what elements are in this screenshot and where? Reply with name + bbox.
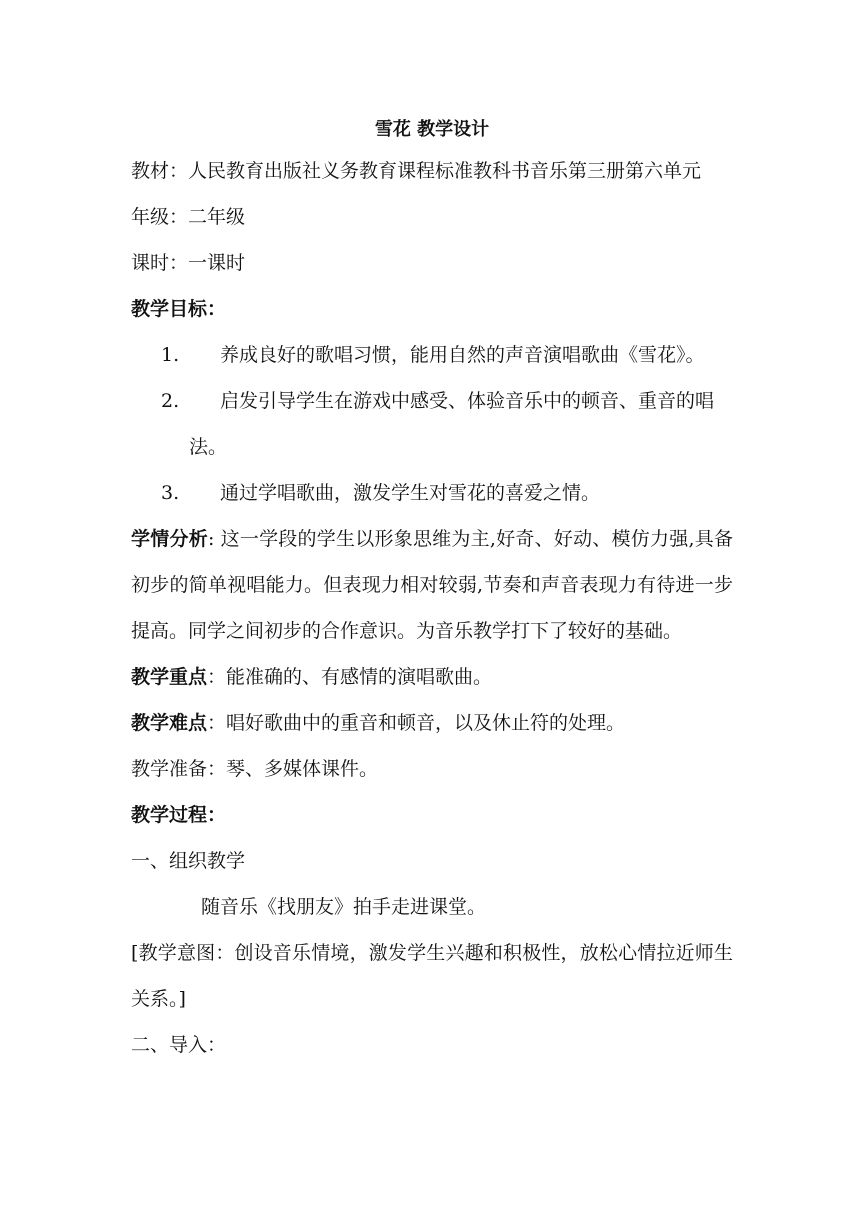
teaching-intent-paragraph: [教学意图：创设音乐情境，激发学生兴趣和积极性，放松心情拉近师生关系。] xyxy=(131,942,733,1010)
objective-item xyxy=(131,332,733,378)
objective-item xyxy=(131,470,733,516)
difficulties-text: ：唱好歌曲中的重音和顿音，以及休止符的处理。 xyxy=(207,712,626,734)
lesson-hours-line: 课时：一课时 xyxy=(131,252,246,274)
activity-line: 随音乐《找朋友》拍手走进课堂。 xyxy=(201,896,487,918)
analysis-label: 学情分析 xyxy=(131,528,208,550)
objective-text: 养成良好的歌唱习惯，能用自然的声音演唱歌曲《雪花》。 xyxy=(220,344,705,366)
preparation-line: 教学准备：琴、多媒体课件。 xyxy=(131,758,379,780)
objectives-heading: 教学目标： xyxy=(131,298,227,320)
key-points-line xyxy=(131,654,733,700)
difficulties-line xyxy=(131,700,733,746)
objective-text: 通过学唱歌曲，激发学生对雪花的喜爱之情。 xyxy=(220,482,601,504)
section-intro-heading: 二、导入： xyxy=(131,1034,227,1056)
grade-line: 年级：二年级 xyxy=(131,206,246,228)
document-title: 雪花 教学设计 xyxy=(374,119,490,140)
objective-text: 启发引导学生在游戏中感受、体验音乐中的顿音、重音的唱法。 xyxy=(189,390,715,458)
objective-number: 2. xyxy=(161,390,180,412)
process-heading: 教学过程： xyxy=(131,804,227,826)
document-page xyxy=(131,112,733,1068)
section-organize-heading: 一、组织教学 xyxy=(131,850,246,872)
key-points-label: 教学重点 xyxy=(131,666,208,688)
difficulties-label: 教学难点 xyxy=(131,712,208,734)
objective-number: 3. xyxy=(161,482,180,504)
objective-item xyxy=(131,378,733,470)
analysis-text: : 这一学段的学生以形象思维为主,好奇、好动、模仿力强,具备初步的简单视唱能力。但表现力相对较弱,节奏和声音表现力有待进一步提高。同学之间初步的合作意识。为音乐教学打下了较好的基础。 xyxy=(131,528,733,642)
textbook-line: 教材：人民教育出版社义务教育课程标准教科书音乐第三册第六单元 xyxy=(131,160,702,182)
key-points-text: ：能准确的、有感情的演唱歌曲。 xyxy=(207,666,493,688)
analysis-paragraph xyxy=(131,516,733,654)
objective-number: 1. xyxy=(161,344,180,366)
